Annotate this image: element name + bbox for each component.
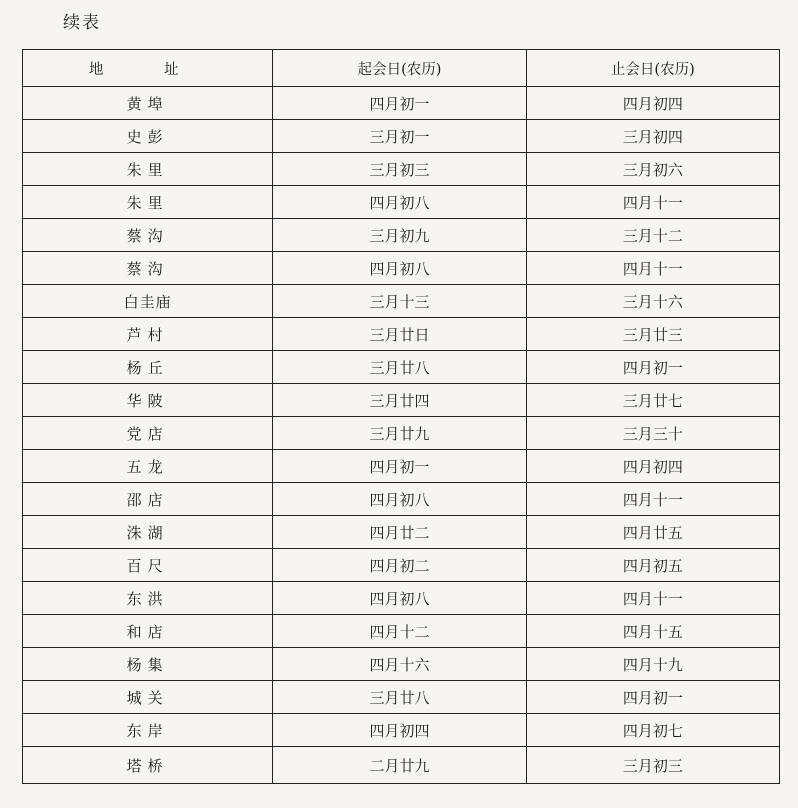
cell-place: 史彭: [23, 120, 273, 153]
cell-place: 黄埠: [23, 87, 273, 120]
cell-start-date: 三月廿九: [273, 417, 526, 450]
table-caption: 续表: [63, 13, 101, 33]
cell-end-date: 四月廿五: [526, 516, 779, 549]
cell-start-date: 四月初八: [273, 582, 526, 615]
cell-start-date: 四月十二: [273, 615, 526, 648]
fair-dates-table: [22, 49, 780, 784]
table-row: [23, 648, 780, 681]
cell-end-date: 三月十六: [526, 285, 779, 318]
cell-end-date: 四月初一: [526, 681, 779, 714]
table-row: [23, 87, 780, 120]
header-end-date: 止会日(农历): [526, 50, 779, 87]
table-row: [23, 219, 780, 252]
table-row: [23, 153, 780, 186]
cell-place: 党店: [23, 417, 273, 450]
table-row: [23, 747, 780, 784]
cell-place: 五龙: [23, 450, 273, 483]
cell-end-date: 三月廿七: [526, 384, 779, 417]
table-row: [23, 450, 780, 483]
table-row: [23, 120, 780, 153]
cell-place: 白圭庙: [23, 285, 273, 318]
table-row: [23, 582, 780, 615]
cell-place: 华陂: [23, 384, 273, 417]
table-row: [23, 549, 780, 582]
cell-start-date: 四月廿二: [273, 516, 526, 549]
table-row: [23, 285, 780, 318]
cell-end-date: 四月十五: [526, 615, 779, 648]
cell-start-date: 四月初一: [273, 450, 526, 483]
cell-start-date: 三月初九: [273, 219, 526, 252]
table-row: [23, 318, 780, 351]
cell-end-date: 四月十一: [526, 252, 779, 285]
cell-place: 和店: [23, 615, 273, 648]
cell-place: 邵店: [23, 483, 273, 516]
cell-start-date: 四月十六: [273, 648, 526, 681]
cell-place: 蔡沟: [23, 252, 273, 285]
cell-start-date: 四月初一: [273, 87, 526, 120]
cell-place: 东洪: [23, 582, 273, 615]
cell-end-date: 三月十二: [526, 219, 779, 252]
cell-start-date: 三月初三: [273, 153, 526, 186]
cell-start-date: 二月廿九: [273, 747, 526, 784]
cell-start-date: 三月十三: [273, 285, 526, 318]
cell-end-date: 四月初四: [526, 87, 779, 120]
table-row: [23, 516, 780, 549]
table-body: [23, 87, 780, 784]
cell-end-date: 四月十一: [526, 483, 779, 516]
cell-place: 杨丘: [23, 351, 273, 384]
cell-end-date: 四月十一: [526, 582, 779, 615]
cell-end-date: 三月初六: [526, 153, 779, 186]
table-row: [23, 483, 780, 516]
cell-place: 朱里: [23, 186, 273, 219]
cell-place: 芦村: [23, 318, 273, 351]
cell-end-date: 三月三十: [526, 417, 779, 450]
header-place: 地 址: [23, 50, 273, 87]
cell-end-date: 三月初三: [526, 747, 779, 784]
table-header-row: [23, 50, 780, 87]
table-row: [23, 384, 780, 417]
cell-place: 洙湖: [23, 516, 273, 549]
table-row: [23, 186, 780, 219]
cell-end-date: 四月初四: [526, 450, 779, 483]
cell-end-date: 四月十九: [526, 648, 779, 681]
cell-place: 百尺: [23, 549, 273, 582]
table-row: [23, 417, 780, 450]
table-row: [23, 714, 780, 747]
cell-place: 朱里: [23, 153, 273, 186]
cell-end-date: 四月初五: [526, 549, 779, 582]
cell-end-date: 三月初四: [526, 120, 779, 153]
cell-start-date: 三月廿八: [273, 681, 526, 714]
cell-place: 东岸: [23, 714, 273, 747]
cell-place: 城关: [23, 681, 273, 714]
cell-end-date: 三月廿三: [526, 318, 779, 351]
table-row: [23, 681, 780, 714]
cell-place: 杨集: [23, 648, 273, 681]
header-start-date: 起会日(农历): [273, 50, 526, 87]
cell-start-date: 三月初一: [273, 120, 526, 153]
table-row: [23, 351, 780, 384]
cell-end-date: 四月初七: [526, 714, 779, 747]
cell-start-date: 四月初八: [273, 252, 526, 285]
cell-place: 蔡沟: [23, 219, 273, 252]
cell-start-date: 四月初八: [273, 483, 526, 516]
cell-start-date: 三月廿八: [273, 351, 526, 384]
cell-start-date: 四月初二: [273, 549, 526, 582]
cell-end-date: 四月初一: [526, 351, 779, 384]
table-row: [23, 252, 780, 285]
cell-place: 塔桥: [23, 747, 273, 784]
cell-start-date: 三月廿日: [273, 318, 526, 351]
cell-start-date: 四月初八: [273, 186, 526, 219]
table-row: [23, 615, 780, 648]
cell-start-date: 三月廿四: [273, 384, 526, 417]
cell-start-date: 四月初四: [273, 714, 526, 747]
cell-end-date: 四月十一: [526, 186, 779, 219]
